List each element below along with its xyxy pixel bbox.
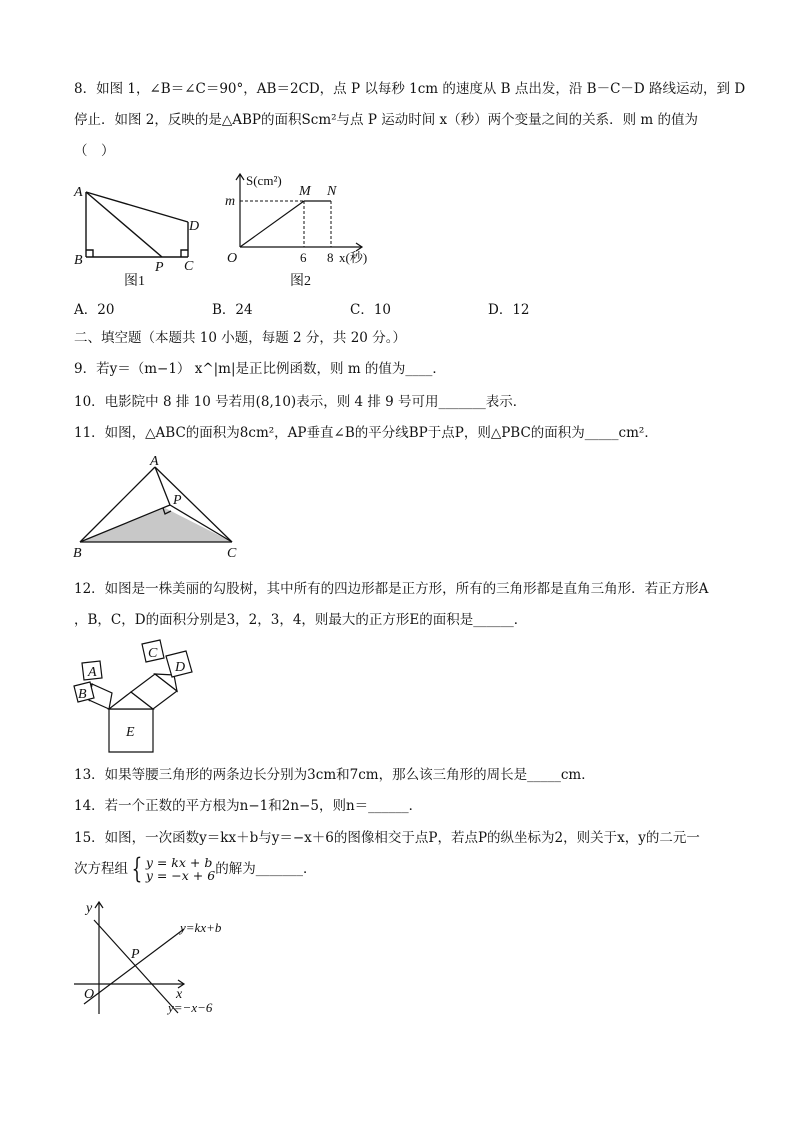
equation-2: y = −x + 6: [145, 868, 216, 883]
q15-origin: O: [84, 987, 95, 1002]
q11-label-p: P: [173, 493, 182, 508]
q11-figure: [70, 450, 250, 562]
q15-axis-y: y: [86, 901, 93, 916]
q15-line-label-1: y=kx+b: [180, 920, 222, 935]
q15-line2-suffix: 的解为_______．: [215, 860, 317, 877]
fig2-xlabel: x(秒): [339, 250, 368, 265]
q15-line2-prefix: 次方程组: [74, 860, 128, 877]
q15-line2: [74, 852, 317, 885]
fig1-label-a: A: [74, 185, 83, 200]
q15-axis-x: x: [176, 987, 183, 1002]
q8-choices: [74, 298, 634, 318]
equation-system: [146, 856, 215, 882]
fig1-label-p: P: [155, 260, 164, 275]
fig2-origin: O: [227, 251, 238, 266]
fig2-label-M: M: [299, 184, 311, 199]
section-2-title: 二、填空题（本题共 10 小题，每题 2 分，共 20 分。）: [74, 330, 406, 346]
fig1-caption: 图1: [124, 274, 145, 289]
choice-d: D．12: [488, 302, 530, 318]
choice-c: C．10: [350, 302, 392, 318]
q8-line1: 8．如图 1，∠B＝∠C＝90°，AB＝2CD，点 P 以每秒 1cm 的速度从 B 点出发，沿 B－C－D 路线运动，到 D: [74, 81, 746, 97]
equation-1: y = kx + b: [145, 855, 213, 870]
q11-label-c: C: [227, 546, 237, 561]
q8-figure2: [222, 168, 382, 290]
q12-figure: [66, 636, 216, 756]
fig2-label-N: N: [327, 184, 337, 199]
q12-label-c: C: [148, 646, 158, 661]
q15-point-p: P: [131, 947, 140, 962]
fig1-label-b: B: [74, 253, 83, 268]
q15-figure: [66, 896, 246, 1018]
q12-line2: ，B，C，D的面积分别是3，2，3，4，则最大的正方形E的面积是______．: [74, 612, 528, 628]
q12-label-b: B: [78, 687, 87, 702]
fig2-tick-6: 6: [300, 250, 307, 265]
fig2-tick-8: 8: [327, 250, 334, 265]
q8-figure1: [70, 178, 220, 290]
fig2-ylabel: S(cm²): [246, 173, 282, 188]
q14-text: 14．若一个正数的平方根为n−1和2n−5，则n＝______．: [74, 798, 423, 814]
q12-line1: 12．如图是一株美丽的勾股树，其中所有的四边形都是正方形，所有的三角形都是直角三角形．若正方形A: [74, 581, 709, 597]
q11-label-b: B: [73, 546, 82, 561]
q13-text: 13．如果等腰三角形的两条边长分别为3cm和7cm，那么该三角形的周长是_____cm．: [74, 767, 595, 783]
fig1-label-d: D: [189, 219, 200, 234]
fig2-label-m: m: [225, 194, 236, 209]
q12-label-d: D: [175, 660, 186, 675]
fig2-caption: 图2: [290, 274, 311, 289]
q11-label-a: A: [150, 454, 159, 469]
q12-label-a: A: [88, 665, 97, 680]
fig1-label-c: C: [184, 259, 194, 274]
q11-text: 11．如图，△ABC的面积为8cm²，AP垂直∠B的平分线BP于点P，则△PBC的面积为_____cm²．: [74, 425, 658, 441]
q9-text: 9．若y＝（m−1） x^|m|是正比例函数，则 m 的值为____．: [74, 361, 446, 377]
q8-line3: （ ）: [74, 143, 115, 159]
q10-text: 10．电影院中 8 排 10 号若用(8,10)表示，则 4 排 9 号可用_______表示．: [74, 394, 527, 410]
choice-b: B．24: [212, 302, 253, 318]
q8-line2: 停止．如图 2，反映的是△ABP的面积Scm²与点 P 运动时间 x（秒）两个变量之间的关系．则 m 的值为: [74, 112, 698, 128]
q15-line1: 15．如图，一次函数y＝kx＋b与y＝−x＋6的图像相交于点P，若点P的纵坐标为2，则关于x，y的二元一: [74, 830, 700, 846]
choice-a: A．20: [74, 302, 115, 318]
q12-label-e: E: [126, 725, 135, 740]
q15-line-label-2: y=−x−6: [168, 1000, 213, 1015]
equation-system-brace: {: [131, 852, 143, 885]
